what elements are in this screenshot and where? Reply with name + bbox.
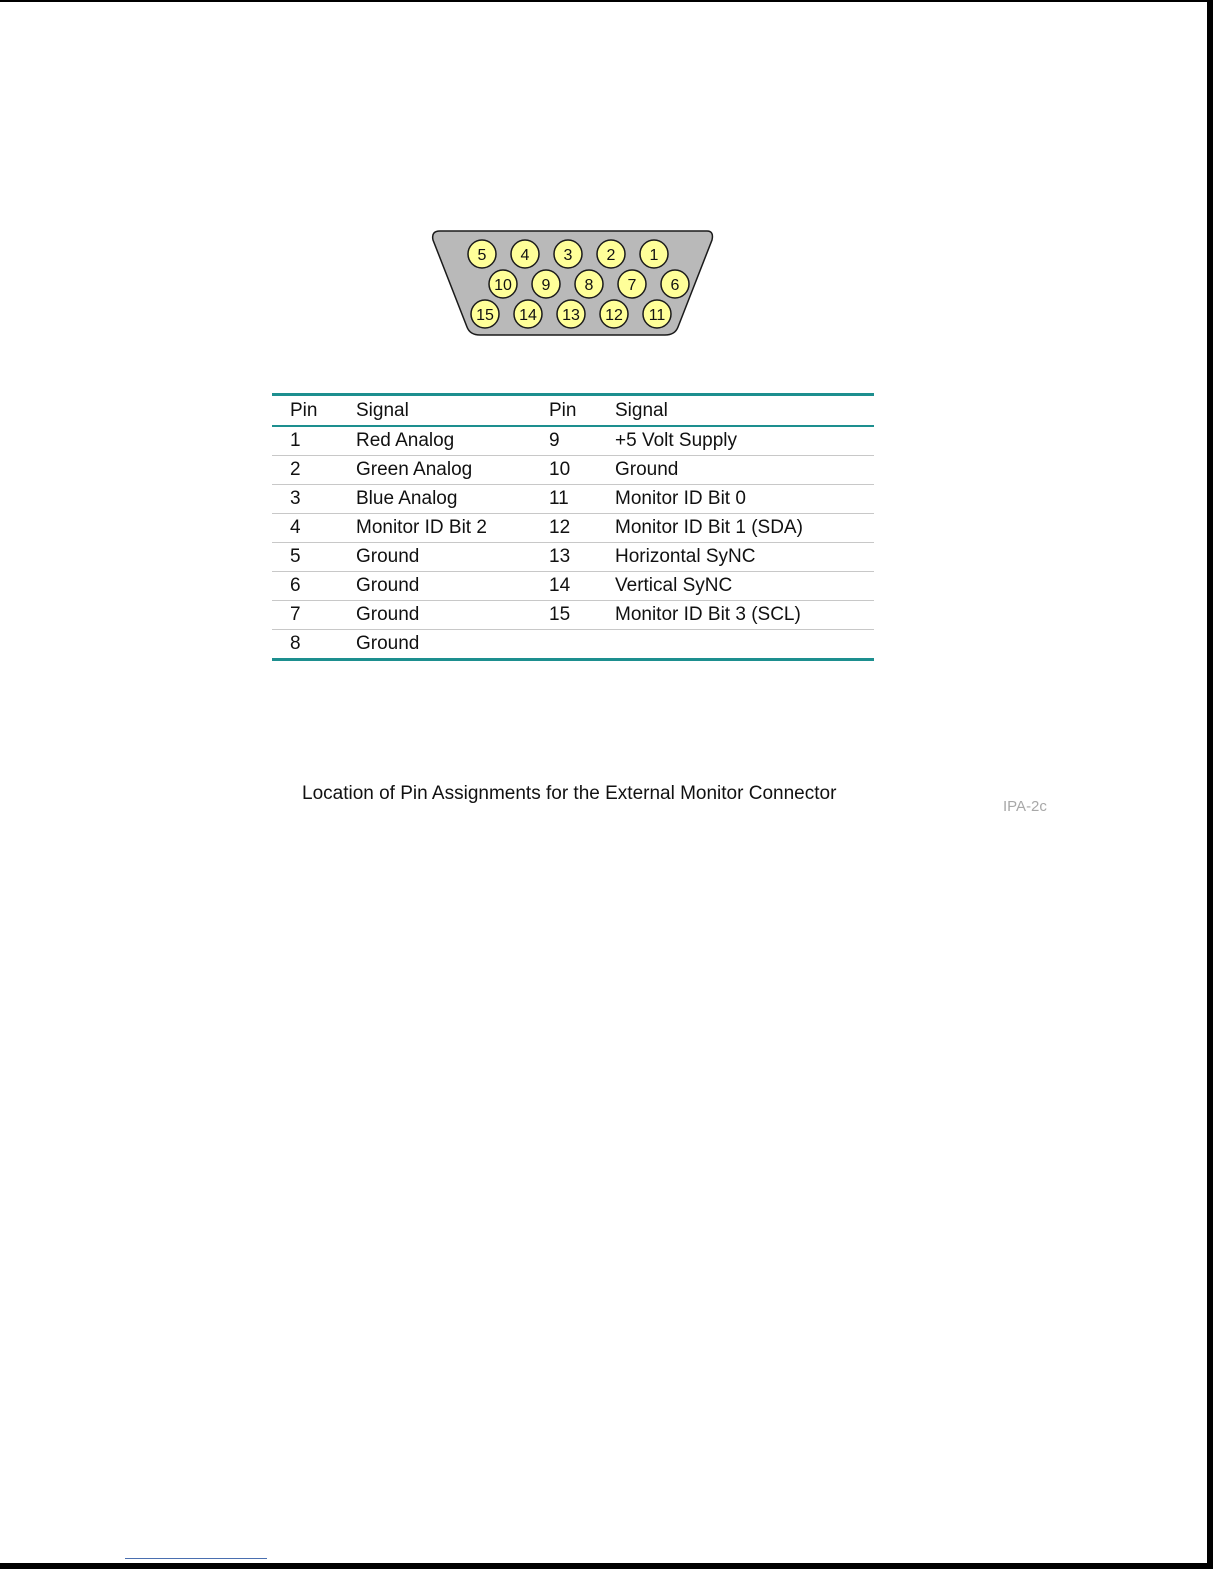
- pin-label: 6: [670, 277, 680, 294]
- header-pin-right: Pin: [549, 395, 615, 427]
- table-row: [272, 572, 874, 601]
- figure-caption: Location of Pin Assignments for the External Monitor Connector: [302, 783, 837, 804]
- pin-label: 12: [605, 307, 623, 324]
- table-row: [272, 456, 874, 485]
- table-row: [272, 630, 874, 660]
- cell-signal-left: Ground: [356, 543, 549, 572]
- cell-pin-left: 1: [272, 426, 356, 456]
- cell-pin-right: 10: [549, 456, 615, 485]
- table-row: [272, 426, 874, 456]
- header-signal-right: Signal: [615, 395, 874, 427]
- cell-pin-right: 11: [549, 485, 615, 514]
- table-header-row: [272, 395, 874, 427]
- cell-signal-right: Vertical SyNC: [615, 572, 874, 601]
- table-row: [272, 514, 874, 543]
- cell-signal-left: Ground: [356, 572, 549, 601]
- cell-pin-left: 6: [272, 572, 356, 601]
- cell-pin-right: [549, 630, 615, 660]
- table-row: [272, 485, 874, 514]
- cell-signal-right: Horizontal SyNC: [615, 543, 874, 572]
- cell-pin-right: 12: [549, 514, 615, 543]
- pin-label: 5: [477, 247, 487, 264]
- cell-signal-left: Monitor ID Bit 2: [356, 514, 549, 543]
- pin-label: 7: [627, 277, 637, 294]
- cell-pin-right: 9: [549, 426, 615, 456]
- cell-pin-right: 13: [549, 543, 615, 572]
- cell-signal-right: Monitor ID Bit 1 (SDA): [615, 514, 874, 543]
- cell-signal-right: +5 Volt Supply: [615, 426, 874, 456]
- cell-pin-left: 2: [272, 456, 356, 485]
- pin-label: 1: [649, 247, 659, 264]
- table-row: [272, 543, 874, 572]
- cell-signal-right: Monitor ID Bit 3 (SCL): [615, 601, 874, 630]
- pin-label: 8: [584, 277, 594, 294]
- cell-signal-left: Red Analog: [356, 426, 549, 456]
- cell-signal-right: Monitor ID Bit 0: [615, 485, 874, 514]
- vga-connector-diagram: [430, 228, 716, 338]
- pin-label: 13: [562, 307, 580, 324]
- cell-signal-left: Blue Analog: [356, 485, 549, 514]
- header-pin-left: Pin: [272, 395, 356, 427]
- pin-label: 2: [606, 247, 616, 264]
- cell-pin-right: 15: [549, 601, 615, 630]
- cell-signal-left: Ground: [356, 601, 549, 630]
- pin-label: 4: [520, 247, 530, 264]
- cell-signal-left: Ground: [356, 633, 420, 654]
- pin-label: 9: [541, 277, 551, 294]
- pin-label: 3: [563, 247, 573, 264]
- cell-signal-right: [615, 630, 874, 660]
- figure-id: IPA-2c: [1003, 798, 1047, 815]
- table-row: [272, 601, 874, 630]
- pin-label: 14: [519, 307, 537, 324]
- cell-signal-left: Green Analog: [356, 456, 549, 485]
- cell-pin-left: 4: [272, 514, 356, 543]
- cell-pin-right: 14: [549, 572, 615, 601]
- cell-signal-right: Ground: [615, 456, 874, 485]
- pin-label: 11: [648, 307, 666, 324]
- pin-label: 15: [476, 307, 494, 324]
- cell-pin-left: 8: [290, 633, 301, 654]
- pin-assignment-table: [272, 393, 874, 661]
- cell-pin-left: 3: [272, 485, 356, 514]
- pin-label: 10: [494, 277, 512, 294]
- header-signal-left: Signal: [356, 395, 549, 427]
- footnote-separator: [125, 1558, 267, 1559]
- cell-pin-left: 5: [272, 543, 356, 572]
- cell-pin-left: 7: [272, 601, 356, 630]
